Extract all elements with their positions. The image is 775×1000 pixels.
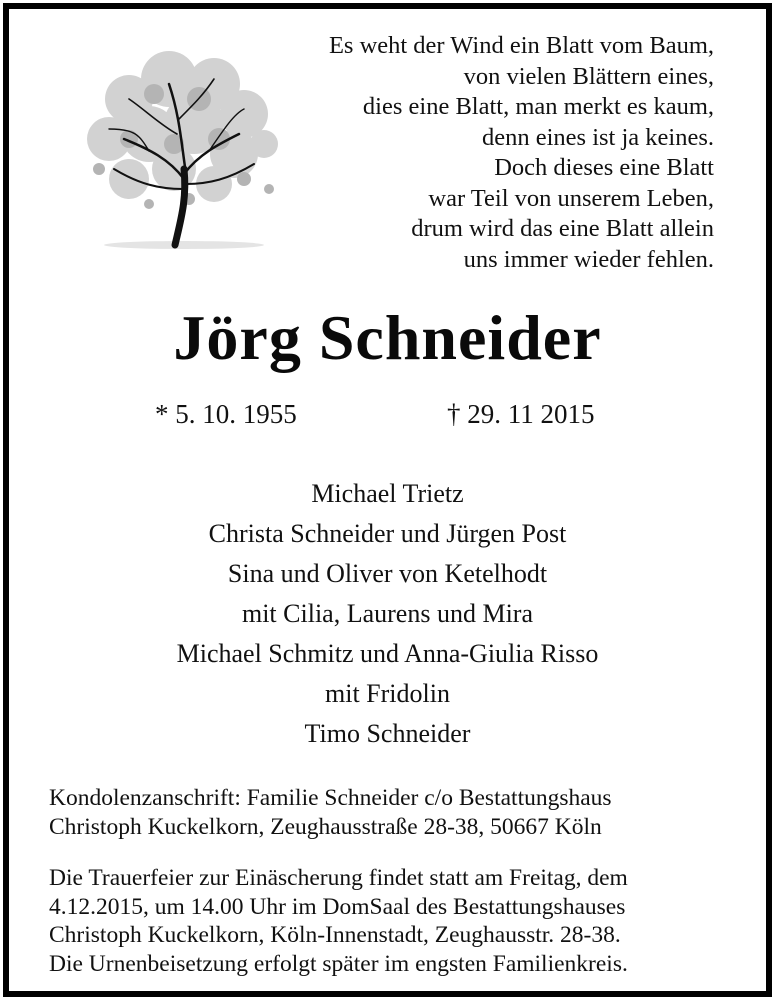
- notice-line: Christoph Kuckelkorn, Köln-Innenstadt, Zeughausstr. 28-38.: [49, 922, 621, 948]
- poem-line: drum wird das eine Blatt allein: [411, 215, 714, 242]
- poem-line: dies eine Blatt, man merkt es kaum,: [362, 93, 714, 120]
- death-date: † 29. 11 2015: [447, 399, 595, 429]
- deceased-name: Jörg Schneider: [173, 302, 602, 373]
- notice-line: 4.12.2015, um 14.00 Uhr im DomSaal des Bestattungshauses: [49, 893, 626, 920]
- notice-line: Die Trauerfeier zur Einäscherung findet statt am Freitag, dem: [49, 865, 628, 891]
- poem: [254, 31, 714, 275]
- poem-line: Doch dieses eine Blatt: [494, 154, 714, 181]
- mourner-line: mit Fridolin: [325, 679, 450, 708]
- obituary-frame: [3, 3, 772, 997]
- poem-line: Es weht der Wind ein Blatt vom Baum,: [328, 32, 714, 59]
- address-line: Christoph Kuckelkorn, Zeughausstraße 28-38, 50667 Köln: [49, 813, 602, 840]
- poem-line: von vielen Blättern eines,: [463, 62, 714, 90]
- poem-line: uns immer wieder fehlen.: [463, 245, 714, 273]
- mourner-line: Christa Schneider und Jürgen Post: [208, 519, 567, 548]
- notice-line: Die Urnenbeisetzung erfolgt später im engsten Familienkreis.: [49, 950, 628, 977]
- birth-date: * 5. 10. 1955: [155, 399, 297, 429]
- mourner-line: Timo Schneider: [304, 719, 471, 748]
- poem-line: denn eines ist ja keines.: [481, 123, 714, 151]
- mourner-line: Sina und Oliver von Ketelhodt: [227, 559, 548, 588]
- ceremony-notice: [49, 864, 739, 978]
- condolence-address: [49, 784, 739, 841]
- address-line: Kondolenzanschrift: Familie Schneider c/o Bestattungshaus: [49, 785, 612, 811]
- mourners-list: [9, 474, 766, 754]
- mourner-line: Michael Trietz: [311, 479, 464, 508]
- poem-line: war Teil von unserem Leben,: [428, 184, 714, 212]
- mourner-line: mit Cilia, Laurens und Mira: [241, 599, 533, 628]
- mourner-line: Michael Schmitz und Anna-Giulia Risso: [176, 639, 599, 668]
